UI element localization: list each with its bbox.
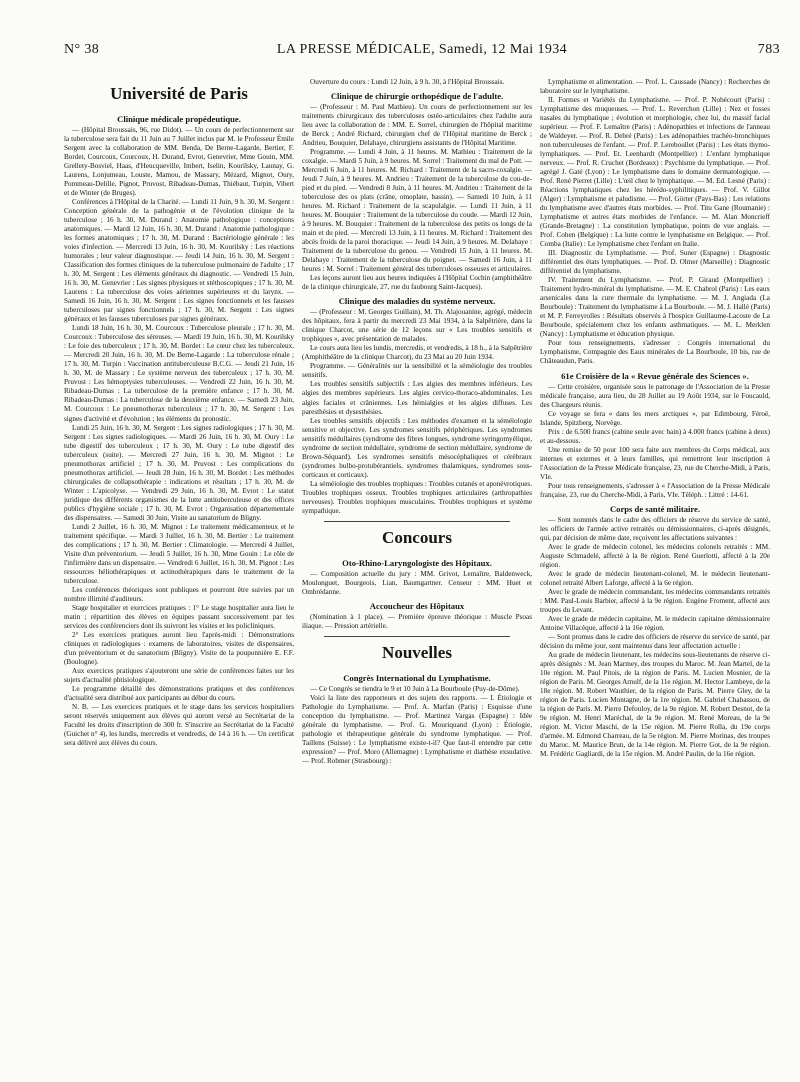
paragraph: II. Formes et Variétés du Lymphatisme. — Prof. P. Nobécourt (Paris) : Lymphatisme des muqueuses. — Prof. L. Reverchon (Lille) : Nez et fosses nasales du lymphatique ; évolution et morphologie, chez lui, du massif facial supérieur. — Prof. F. Lemaître (Paris) : Adénopathies et infections de l'anneau de Waldeyer. — Prof. R. Debré (Paris) : Les adénopathies trachéo-bronchiques non tuberculeuses de l'enfant. — Prof. P. Lereboullet (Paris) : Les états thymo-lymphatiques. — Prof. Et. Leenhardt (Montpellier) : L'enfant lymphatique nerveux. — Prof. R. Cruchet (Bordeaux) : Psychisme du lymphatique. — Prof. agrégé J. Gaté (Lyon) : Le lymphatisme dans le domaine dermatologique. — Prof. René Pierret (Lille) : L'œil chez le lymphatique. — M. Ed. Lesné (Paris) : Réactions lymphatiques chez les hérédo-syphilitiques. — Prof. V. Gillot (Alger) : Lymphatisme et paludisme. — Prof. Görter (Pays-Bas) : Les relations du lymphatisme avec d'autres états morbides. — Prof. Titu Gane (Roumanie) : Lymphatisme et autres états morbides de l'enfance. — M. Alan Moncrieff (Grande-Bretagne) : La constitution lymphatique, points de vue anglais. — Prof. Cohen (Belgique) : La lutte contre le lymphatisme en Belgique. — Prof. Comba (Italie) : Le lymphatisme chez l'enfant en Italie. [540, 96, 770, 249]
paragraph: Les leçons auront lieu aux heures indiquées à l'Hôpital Cochin (amphithéâtre de la clinique chirurgicale, 27, rue du faubourg Saint-Jacques). [302, 274, 532, 292]
paragraph: Lundi 2 Juillet, 16 h. 30, M. Mignot : Le traitement médicamenteux et le traitement spécifique. — Mardi 3 Juillet, 16 h. 30, M. Bertier : Le traitement des complications ; 17 h. 30, M. Bertier : Climatologie. — Mercredi 4 Juillet, Visite d'un préventorium. — Jeudi 5 Juillet, 16 h. 30, Mme Gouin : Le rôle de l'infirmière dans un dispensaire. — Vendredi 6 Juillet, 16 h. 30, M. Pignot : Les ressources héliothérapiques et actinothérapiques dans le traitement de la tuberculose. [64, 522, 294, 585]
paragraph: Stage hospitalier et exercices pratiques : 1° Le stage hospitalier aura lieu le matin ; répartition des élèves en équipes passant successivement par les services des conférenciers dont ils suivront les visites et les policliniques. [64, 603, 294, 630]
section-divider [324, 521, 510, 522]
paragraph: (Nomination à 1 place). — Première épreuve théorique : Muscle Psoas iliaque. — Pression artérielle. [302, 612, 532, 630]
paragraph: IV. Traitement du Lymphatisme. — Prof. P. Giraud (Montpellier) : Traitement hydro-minéral du lymphatisme. — M. E. Chabrol (Paris) : Les eaux arsenicales dans la cure thermale du lymphatisme. — M. J. Angiada (La Bourboule) : Traitement du lymphatisme à La Bourboule. — M. J. Hallé (Paris) et M. P. Ferreyrolles : Résultats observés à l'hospice Guillaume-Lacoste de La Bourboule, spécialement chez les enfants asthmatiques. — M. L. Merklen (Nancy) : Lymphatisme et éducation physique. [540, 276, 770, 339]
paragraph: Avec le grade de médecin lieutenant-colonel, M. le médecin lieutenant-colonel retraité Albert Laforge, affecté à la 6e région. [540, 569, 770, 587]
section-title-nouvelles: Nouvelles [382, 642, 452, 662]
paragraph: La séméiologie des troubles trophiques : Troubles cutanés et aponévrotiques. Troubles trophiques osseux. Troubles trophiques articulaires (arthropathies nerveuses). Troubles trophiques musculaires. Troubles trophiques et système sympathique. [302, 479, 532, 515]
page-header [64, 42, 780, 64]
article-heading-croisiere: 61e Croisière de la « Revue générale des Sciences ». [561, 370, 749, 381]
paragraph: Pour tous renseignements, s'adresser à « l'Association de la Presse Médicale française, 23, rue du Cherche-Midi, à Paris, VIe. Téléph. : Littré : 14-61. [540, 481, 770, 499]
paragraph: Lundi 18 Juin, 16 h. 30, M. Courcoux : Tuberculose pleurale ; 17 h. 30, M. Courcoux : Tuberculose des séreuses. — Mardi 19 Juin, 16 h. 30, M. Kourilsky : Le foie des tuberculeux ; 17 h. 30, M. Bordet : Le cœur chez les tuberculeux. — Mercredi 20 Juin, 16 h. 30, M. De Berne-Lagarde : La tuberculose rénale ; 17 h. 30, M. Turpin : Vaccination antituberculeuse B.C.G. — Jeudi 21 Juin, 16 h. 30, M. de Massary : Le système nerveux des tuberculeux ; 17 h. 30, M. Pruvost : Les hémoptysies tuberculeuses. — Vendredi 22 Juin, 16 h. 30, M. Ribadeau-Dumas : La tuberculose de la première enfance ; 17 h. 30, M. Ribadeau-Dumas : La tuberculose de la deuxième enfance. — Samedi 23 Juin, M. Courcoux : Le pneumothorax tuberculeux ; 17 h. 30, M. Sergent : Les signes d'activité et d'évolution ; les éléments du pronostic. [64, 324, 294, 423]
article-heading-oto-rhino: Oto-Rhino-Laryngologiste des Hôpitaux. [342, 557, 492, 568]
paragraph: Avec le grade de médecin colonel, les médecins colonels retraités : MM. Auguste Schmadelé, affecté à la 8e région. René Guerlotti, affecté à la 20e région. [540, 542, 770, 569]
newspaper-title: LA PRESSE MÉDICALE, Samedi, 12 Mai 1934 [276, 42, 568, 57]
paragraph: Pour tous renseignements, s'adresser : Congrès international du Lymphatisme, Compagnie des Eaux minérales de La Bourboule, 10 bis, rue de Châteaudun, Paris. [540, 339, 770, 366]
issue-number: N° 38 [64, 42, 100, 57]
paragraph: Programme. — Généralités sur la sensibilité et la séméiologie des troubles sensitifs. [302, 362, 532, 380]
paragraph: — (Hôpital Broussais, 96, rue Didot). — Un cours de perfectionnement sur la tuberculose sera fait du 11 Juin au 7 Juillet inclus par M. le Professeur Émile Sergent avec la collaboration de MM. Benda, De Berne-Lagarde, Bertier, F. Bordet, Courcoux, Courcoux, H. Durand, Evrot, Genevrier, Mme Gouin, MM. Grellety-Bosviel, Haas, d'Heucqueville, Imbert, Iselin, Kourilsky, Launay, G. Laurens, Lonjumeau, Louste, Mamou, de Massary, Mézard, Mignot, Oury, Pommeau-Delille, Pignot, Pruvost, Ribadeau-Dumas, Thiébaut, Turpin, Vibert et de Winter (de Bruges). [64, 126, 294, 198]
paragraph: — (Professeur : M. Paul Mathieu). Un cours de perfectionnement sur les traitements chirurgicaux des tuberculoses ostéo-articulaires chez l'adulte aura lieu avec la collaboration de : MM. E. Sorrel, chirurgien de l'hôpital maritime de Berck ; André Richard, chirurgien chef de l'Hôpital maritime de Berck ; Andrieu, Bouquier, Delahaye, chirurgiens assistants de l'Hôpital Maritime. [302, 103, 532, 148]
paragraph: Voici la liste des rapporteurs et des sujets des rapports. — I. Étiologie et Pathologie du Lymphatisme. — Prof. A. Marfan (Paris) : Esquisse d'une conception du lymphatisme. — Prof. Martinez Vargas (Espagne) : Idée générale du lymphatisme. — Prof. G. Mouriquand (Lyon) : Étiologie, pathologie et thérapeutique générale du syndrome lymphatique. — Prof. Taillens (Suisse) : Le lymphatisme existe-t-il? Que faut-il entendre par cette expression? — Prof. Moro (Allemagne) : Lymphatisme et diathèse exsudative. — Prof. Robmer (Strasbourg) : [302, 693, 532, 765]
section-title-universite: Université de Paris [110, 84, 248, 103]
paragraph: — Sont nommés dans le cadre des officiers de réserve du service de santé, les officiers de l'armée active retraités ou démissionnaires, ci-après désignés, qui, par décision de même date, reçoivent les affectations suivantes : [540, 515, 770, 542]
paragraph: Une remise de 50 pour 100 sera faite aux membres du Corps médical, aux internes et externes et à leurs familles, qui remettront leur inscription à l'Association de la Presse Médicale française, 23, rue du Cherche-Midi, à Paris, VIe. [540, 445, 770, 481]
article-columns [64, 78, 772, 1072]
paragraph: Le programme détaillé des démonstrations pratiques et des conférences d'actualité sera distribué aux participants au début du cours. [64, 684, 294, 702]
paragraph: Ce voyage se fera « dans les mers arctiques », par Edimbourg, Féroë, Islande, Spitzberg, Norvège. [540, 409, 770, 427]
article-heading-clinique-medicale: Clinique médicale propédeutique. [117, 114, 241, 124]
column-1 [64, 78, 294, 1072]
paragraph: — Cette croisière, organisée sous le patronage de l'Association de la Presse médicale française, aura lieu, du 28 Juillet au 19 Août 1934, sur le Foucauld, des Chargeurs réunis. [540, 382, 770, 409]
article-heading-corps-sante: Corps de santé militaire. [609, 503, 701, 514]
section-divider [324, 636, 510, 637]
paragraph: Les conférences théoriques sont publiques et pourront être suivies par un nombre illimité d'auditeurs. [64, 585, 294, 603]
paragraph: Les troubles sensitifs objectifs : Les méthodes d'examen et la séméiologie sensitive et objective. Les syndromes sensitifs périphériques. Les syndromes sensitifs médullaires (syndrome des fibres longues, syndrome syringomyélique, syndrome de section médullaire, syndrome de section médullaire, syndrome de Brown-Séquard). Les syndromes sensitifs mésocéphaliques et cérébraux (syndromes bulbo-protubérantiels, syndromes thalamiques, syndromes sous-corticaux et corticaux). [302, 416, 532, 479]
section-title-concours: Concours [382, 527, 452, 547]
paragraph: Aux exercices pratiques s'ajouteront une série de conférences faites sur les sujets d'actualité phtisiologique. [64, 666, 294, 684]
paragraph: 2° Les exercices pratiques auront lieu l'après-midi : Démonstrations cliniques et radiologiques : examens de laboratoires, visites de dispensaires, d'un préventorium et du sanatorium (Bligny). Visite de la pouponnière E. F.F. (Boulogne). [64, 630, 294, 666]
paragraph: Avec le grade de médecin commandant, les médecins commandants retraités : MM. Paul-Louis Barbier, affecté à la 9e région. Eugène Froment, affecté aux troupes du Levant. [540, 587, 770, 614]
paragraph: Les troubles sensitifs subjectifs : Les algies des membres inférieurs. Les algies des membres supérieurs. Les algies cervico-thoraco-abdominales. Les algies faciales et crâniennes. Les hémialgies et les algies diffuses. Les paresthésies et dysesthésies. [302, 380, 532, 416]
paragraph: Lymphatisme et alimentation. — Prof. L. Caussade (Nancy) : Recherches de laboratoire sur le lymphatisme. [540, 78, 770, 96]
paragraph: Prix : de 6.500 francs (cabine seule avec bain) à 4.000 francs (cabine à deux) et au-dessous. [540, 427, 770, 445]
page-number: 783 [757, 42, 780, 57]
article-heading-chirurgie-orthopedique: Clinique de chirurgie orthopédique de l'adulte. [330, 91, 504, 102]
paragraph: — Ce Congrès se tiendra le 9 et 10 Juin à La Bourboule (Puy-de-Dôme). [310, 684, 520, 693]
column-3 [540, 78, 770, 1072]
paragraph: Lundi 25 Juin, 16 h. 30, M. Sergent : Les signes radiologiques ; 17 h. 30, M. Sergent : Les signes radiologiques. — Mardi 26 Juin, 16 h. 30, M. Oury : Le tube digestif des tuberculeux ; 17 h. 30, M. Oury : Le tube digestif des tuberculeux (suite). — Mercredi 27 Juin, 16 h. 30, M. Mignot : Le pneumothorax artificiel ; 17 h. 30, M. Pruvost : Les complications du pneumothorax artificiel. — Jeudi 28 Juin, 16 h. 30, M. Bordet : Les méthodes chirurgicales de collapsothérapie : indications et résultats ; 17 h. 30, M. de Winter : L'apicolyse. — Vendredi 29 Juin, 16 h. 30, M. Evrot : Le statut juridique des différents organismes de la lutte antituberculeuse et des offices publics d'hygiène sociale ; 17 h. 30, M. Evrot : Organisation départementale des dispensaires. — Samedi 30 Juin, Visite au sanatorium de Bligny. [64, 423, 294, 522]
paragraph: — (Professeur : M. Georges Guillain), M. Th. Alajouanine, agrégé, médecin des hôpitaux, fera à partir du mercredi 23 Mai 1934, à la Salpêtrière, dans la clinique Charcot, une série de 12 leçons sur « Les troubles sensitifs et trophiques », avec présentation de malades. [302, 308, 532, 344]
paragraph: III. Diagnostic du Lymphatisme. — Prof. Suner (Espagne) : Diagnostic différentiel des états lymphatiques. — Prof. D. Olmer (Marseille) : Diagnostic différentiel du lymphatisme. [540, 249, 770, 276]
article-heading-systeme-nerveux: Clinique des maladies du système nerveux. [338, 296, 496, 307]
paragraph: — Composition actuelle du jury : MM. Grivot, Lemaître, Baldenweck, Moulonguet, Bourgeois, Lian, Baumgartner. Censeur : MM. Huet et Ombrédanne. [302, 569, 532, 596]
paragraph: Programme. — Lundi 4 Juin, à 11 heures. M. Mathieu : Traitement de la coxalgie. — Mardi 5 Juin, à 9 heures. M. Sorrel : Traitement du mal de Pott. — Mercredi 6 Juin, à 11 heures. M. Richard : Traitement de la sacro-coxalgie. — Jeudi 7 Juin, à 9 heures. M. Andrieu : Traitement de la tuberculose du cou-de-pied et du pied. — Vendredi 8 Juin, à 11 heures. M. Andrieu : Traitement de la tuberculose des os plats (crâne, omoplate, bassin). — Samedi 10 Juin, à 11 heures. M. Richard : Traitement de la scapulalgie. — Lundi 11 Juin, à 11 heures. M. Bouquier : Traitement de la tuberculose du coude. — Mardi 12 Juin, à 9 heures. M. Bouquier : Traitement de la tuberculose des petits os longs de la main et du pied. — Mercredi 13 Juin, à 11 heures. M. Richard : Traitement des abcès froids de la paroi thoracique. — Jeudi 14 Juin, à 9 heures. M. Delahaye : Traitement de la tuberculose du genou. — Vendredi 15 Juin, à 11 heures. M. Delahaye : Traitement de la tuberculose du poignet. — Samedi 16 Juin, à 11 heures : M. Sorrel : Traitement général des tuberculoses osseuses et articulaires. [302, 148, 532, 274]
column-2 [302, 78, 532, 1072]
article-heading-lymphatisme: Congrès International du Lymphatisme. [343, 672, 491, 683]
paragraph: — Sont promus dans le cadre des officiers de réserve du service de santé, par décision du même jour, sont maintenus dans leur affectation actuelle : [540, 632, 770, 650]
paragraph: Conférences à l'Hôpital de la Charité. — Lundi 11 Juin, 9 h. 30, M. Sergent : Conception générale de la pathogénie et de l'évolution clinique de la tuberculose ; 16 h. 30, M. Durand : Anatomie pathologique : conceptions anatomiques. — Mardi 12 Juin, 16 h. 30, M. Durand : Anatomie pathologique : les formes anatomiques ; 17 h. 30, M. Durand : Bactériologie générale : les voies d'infection. — Mercredi 13 Juin, 16 h. 30, M. Kourilsky : Les réactions humorales ; leur valeur diagnostique. — Jeudi 14 Juin, 16 h. 30, M. Sergent : Classification des formes cliniques de la tuberculose pulmonaire de l'adulte ; 17 h. 30, M. Sergent : Les éléments généraux du diagnostic. — Vendredi 15 Juin, 16 h. 30, M. Genevrier : Les signes physiques et stéthoscopiques ; 17 h. 30, M. Laurens : La tuberculose des voies aériennes supérieures et du larynx. — Samedi 16 Juin, 16 h. 30, M. Sergent : Les signes fonctionnels et les fausses tuberculoses par signes fonctionnels ; 17 h. 30, M. Sergent : Les signes généraux et les fausses tuberculoses par signes généraux. [64, 198, 294, 324]
paragraph: Le cours aura lieu les lundis, mercredis, et vendredis, à 18 h., à la Salpêtrière (Amphithéâtre de la clinique Charcot), du 23 Mai au 20 Juin 1934. [302, 344, 532, 362]
paragraph: N. B. — Les exercices pratiques et le stage dans les services hospitaliers seront réservés uniquement aux élèves qui auront versé au Secrétariat de la Faculté les droits d'inscription de 300 fr. S'inscrire au Secrétariat de la Faculté (Guichet n° 4), les lundis, mercredis et vendredis, de 14 à 16 h. — Un certificat sera délivré aux élèves du cours. [64, 703, 294, 748]
paragraph: Au grade de médecin lieutenant, les médecins sous-lieutenants de réserve ci-après désignés : M. Jean Marmey, des troupes du Maroc. M. Jean Martel, de la 10e région. M. Paul Pitois, de la région de Paris. M. Lucien Mosnier, de la région de Paris. M. Georges Arnulf, de la 11e région. M. Hector Lambeye, de la 18e région. M. Robert Wauthier, de la région de Paris. M. Pierre Gley, de la région de Paris. Lucien Montagne, de la 1re région. M. Gabriel Chabassou, de la région de Paris. M. Pierre Defouloy, de la 9e région. M. Robert Desnot, de la 9e région. M. Henri Maréchal, de la 9e région. M. René Moreau, de la 9e région. M. Victor Maschi, de la 15e région. M. Pierre Rolla, du 19e corps d'armée. M. Edmond Charreau, de la 5e région. M. Pierre Morinas, des troupes du Maroc. M. Maurice Brun, de la 14e région. M. Pierre Got, de la 9e région. M. Frédéric Gagliardi, de la 15e région. M. André Paulin, de la 16e région. [540, 650, 770, 759]
paragraph: Avec le grade de médecin capitaine, M. le médecin capitaine démissionnaire Antoine Villacèque, affecté à la 16e région. [540, 614, 770, 632]
paragraph: Ouverture du cours : Lundi 12 Juin, à 9 h. 30, à l'Hôpital Broussais. [310, 78, 505, 86]
article-heading-accoucheur: Accoucheur des Hôpitaux [369, 600, 465, 611]
